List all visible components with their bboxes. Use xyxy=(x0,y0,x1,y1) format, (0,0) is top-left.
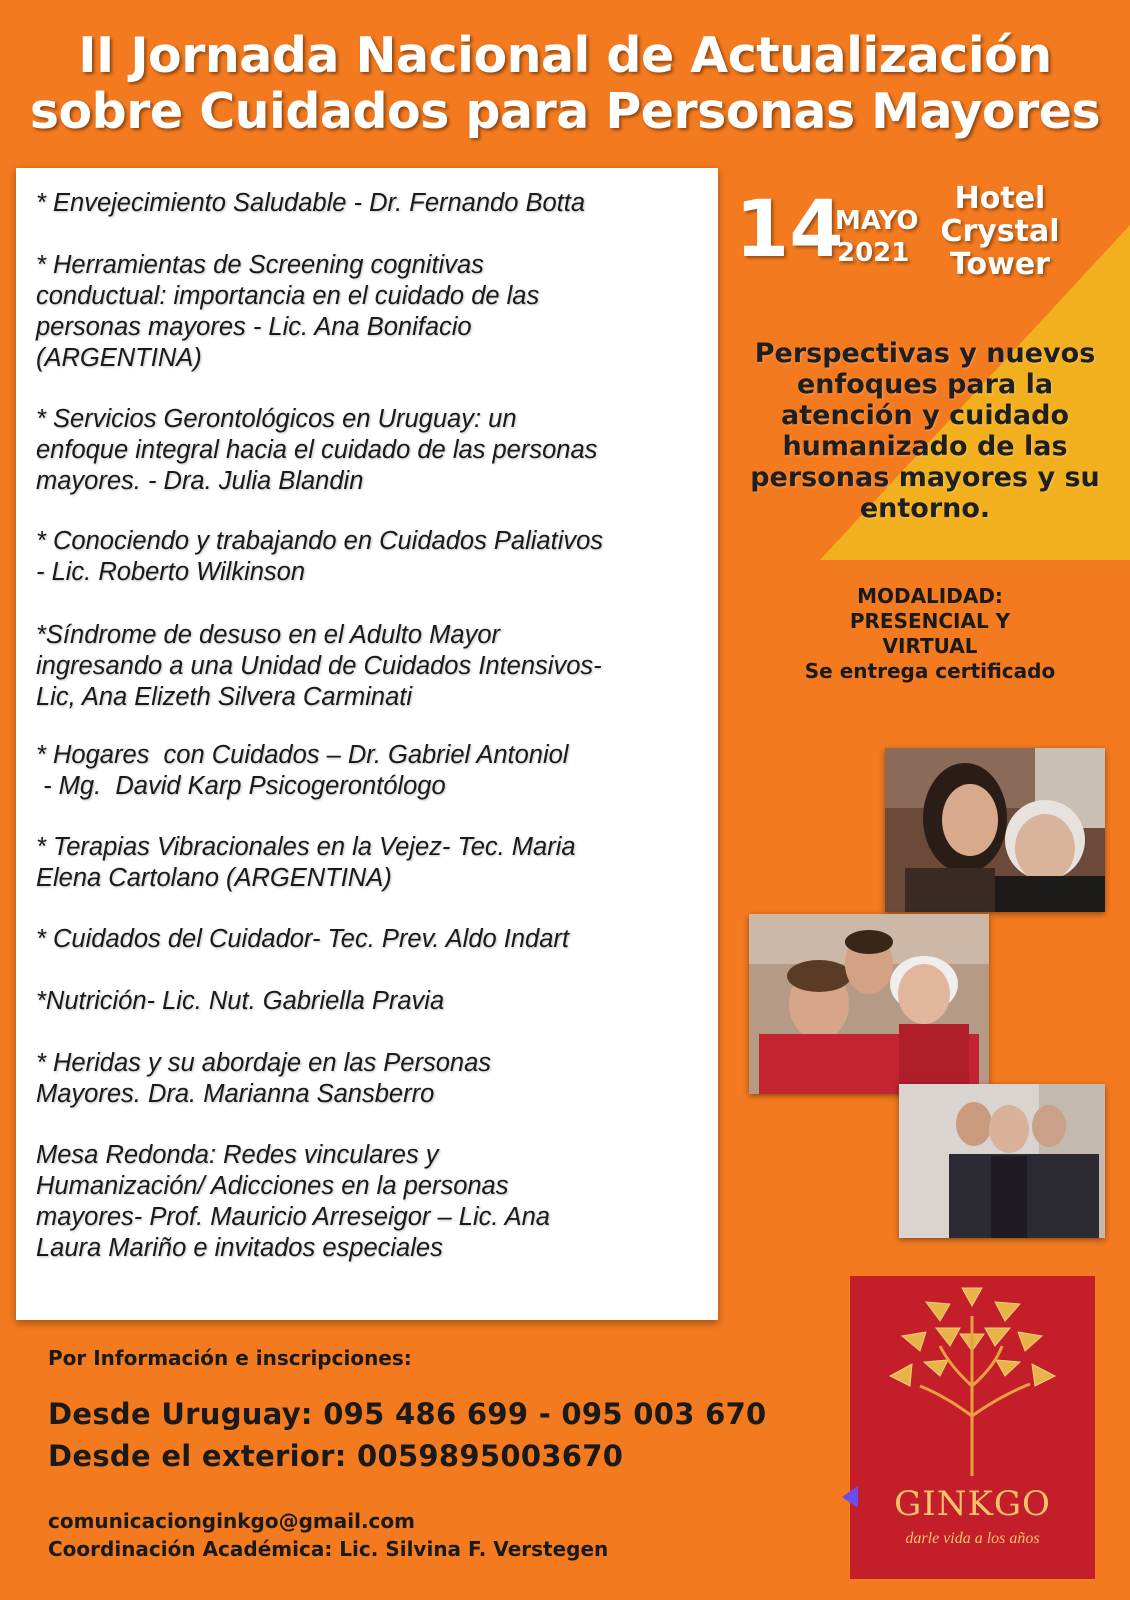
event-month: MAYO xyxy=(835,206,919,236)
topic-item: * Cuidados del Cuidador- Tec. Prev. Aldo Indart xyxy=(36,925,569,953)
venue-line: Crystal xyxy=(940,214,1060,249)
logo-name: GINKGO xyxy=(894,1484,1051,1524)
modality-value: VIRTUAL xyxy=(882,634,978,658)
event-title xyxy=(0,28,1130,140)
topic-item: * Hogares con Cuidados – Dr. Gabriel Antoniol - Mg. David Karp Psicogerontólogo xyxy=(36,741,569,800)
topic-item: * Conociendo y trabajando en Cuidados Paliativos - Lic. Roberto Wilkinson xyxy=(36,527,604,586)
event-tagline: Perspectivas y nuevos enfoques para la atención y cuidado humanizado de las personas mayores y su entorno. xyxy=(750,338,1100,524)
photo-caregiver-elder-2 xyxy=(749,914,989,1094)
event-title-line-2: sobre Cuidados para Personas Mayores xyxy=(29,83,1101,140)
topic-item: * Terapias Vibracionales en la Vejez- Tec. Maria Elena Cartolano (ARGENTINA) xyxy=(36,833,576,892)
contact-email[interactable]: comunicacionginkgo@gmail.com xyxy=(48,1509,415,1533)
modality-value: PRESENCIAL Y xyxy=(849,609,1011,633)
topic-item: * Herramientas de Screening cognitivas conductual: importancia en el cuidado de las personas mayores - Lic. Ana Bonifacio (ARGENTINA) xyxy=(36,251,540,372)
certificate-note: Se entrega certificado xyxy=(804,659,1056,683)
phone-uruguay: Desde Uruguay: 095 486 699 - 095 003 670 xyxy=(48,1397,767,1431)
topic-item: *Síndrome de desuso en el Adulto Mayor ingresando a una Unidad de Cuidados Intensivos- Lic, Ana Elizeth Silvera Carminati xyxy=(36,621,602,711)
event-date-venue xyxy=(735,180,1115,290)
venue-line: Hotel xyxy=(954,181,1046,216)
event-day: 14 xyxy=(735,185,844,275)
ginkgo-tree-icon xyxy=(850,1276,1095,1486)
topic-item: * Heridas y su abordaje en las Personas Mayores. Dra. Marianna Sansberro xyxy=(36,1049,492,1108)
modality-info xyxy=(780,584,1080,684)
topic-item: *Nutrición- Lic. Nut. Gabriella Pravia xyxy=(36,987,445,1015)
program-panel xyxy=(16,168,718,1320)
event-title-line-1: II Jornada Nacional de Actualización xyxy=(78,27,1052,84)
topic-item: Mesa Redonda: Redes vinculares y Humanización/ Adicciones en la personas mayores- Prof. Mauricio Arreseigor – Lic. Ana Laura Mariño e invitados especiales xyxy=(36,1141,550,1262)
info-label: Por Información e inscripciones: xyxy=(48,1346,412,1370)
logo-arrow-icon xyxy=(842,1486,858,1508)
event-year: 2021 xyxy=(837,238,910,268)
academic-coordination: Coordinación Académica: Lic. Silvina F. Verstegen xyxy=(48,1537,609,1561)
modality-label: MODALIDAD: xyxy=(857,584,1003,608)
photo-caregiver-elder-3 xyxy=(899,1084,1105,1238)
topic-item: * Envejecimiento Saludable - Dr. Fernando Botta xyxy=(36,189,586,217)
logo-slogan: darle vida a los años xyxy=(905,1530,1040,1547)
ginkgo-logo xyxy=(850,1276,1095,1579)
venue-line: Tower xyxy=(950,247,1050,282)
event-venue xyxy=(935,182,1065,281)
phone-exterior: Desde el exterior: 0059895003670 xyxy=(48,1439,624,1473)
photo-caregiver-elder-1 xyxy=(885,748,1105,912)
topic-item: * Servicios Gerontológicos en Uruguay: un enfoque integral hacia el cuidado de las personas mayores. - Dra. Julia Blandin xyxy=(36,405,598,495)
